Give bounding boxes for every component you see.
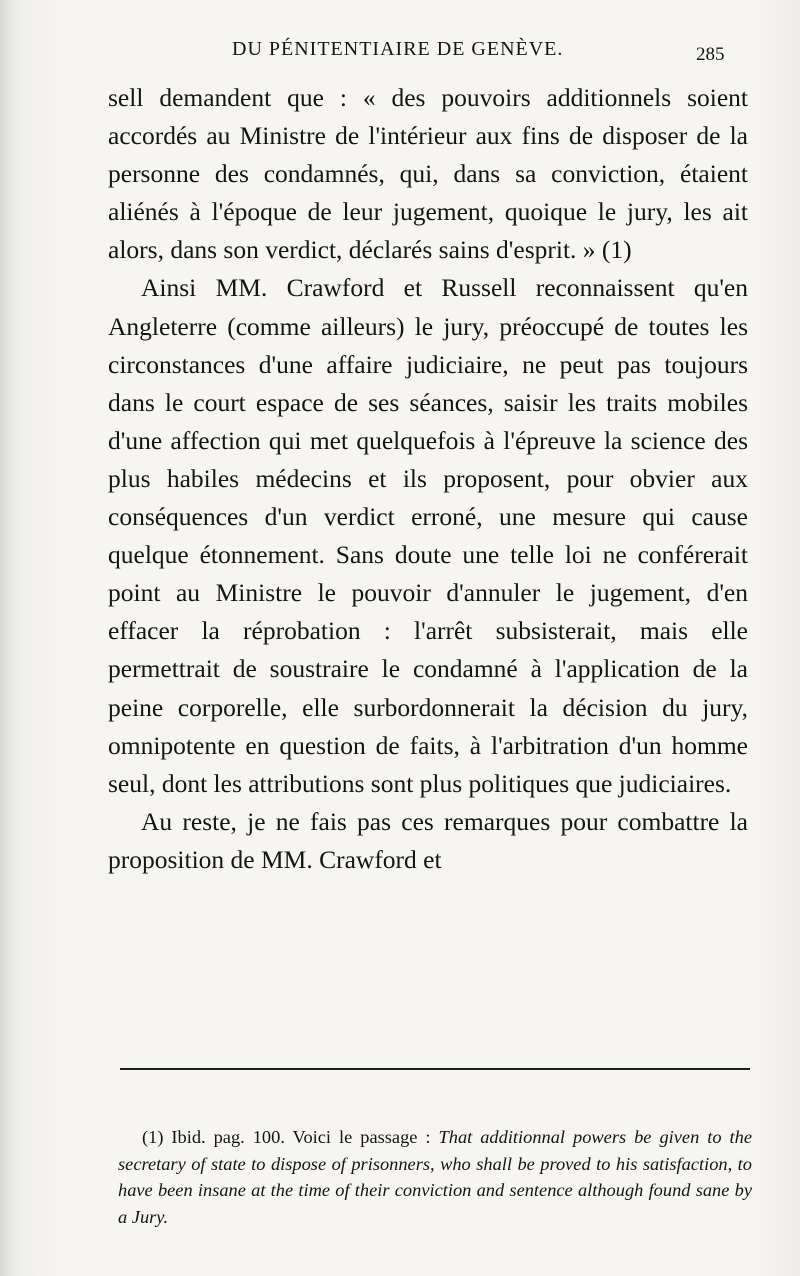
main-text bbox=[108, 79, 748, 879]
footnote-quote: That additionnal powers be given to the secretary of state to dispose of prisonners, who shall be proved to his satisfaction, to have been insane at the time of their conviction and sentence although found sane by a Jury. bbox=[118, 1127, 752, 1227]
running-head: DU PÉNITENTIAIRE DE GENÈVE. bbox=[232, 38, 564, 60]
paragraph: Ainsi MM. Crawford et Russell reconnaissent qu'en Angleterre (comme ailleurs) le jury, préoccupé de toutes les circonstances d'une affaire judiciaire, ne peut pas toujours dans le court espace de ses séances, saisir les traits mobiles d'une affection qui met quelquefois à l'épreuve la science des plus habiles médecins et ils proposent, pour obvier aux conséquences d'un verdict erroné, une mesure qui cause quelque étonnement. Sans doute une telle loi ne conférerait point au Ministre le pouvoir d'annuler le jugement, d'en effacer la réprobation : l'arrêt subsisterait, mais elle permettrait de soustraire le condamné à l'application de la peine corporelle, elle surbordonnerait la décision du jury, omnipotente en question de faits, à l'arbitration d'un homme seul, dont les attributions sont plus politiques que judiciaires. bbox=[108, 273, 748, 798]
footnote bbox=[118, 1124, 752, 1230]
footnote-lead: (1) Ibid. pag. 100. Voici le passage : bbox=[142, 1127, 431, 1147]
page-number: 285 bbox=[696, 44, 725, 65]
paragraph: Au reste, je ne fais pas ces remarques pour combattre la proposition de MM. Crawford et bbox=[108, 806, 748, 874]
paragraph-continuation: sell demandent que : « des pouvoirs additionnels soient accordés au Ministre de l'intérieur aux fins de disposer de la personne des condamnés, qui, dans sa conviction, étaient aliénés à l'époque de leur jugement, quoique le jury, les ait alors, dans son verdict, déclarés sains d'esprit. » (1) bbox=[108, 83, 748, 265]
footnote-divider bbox=[120, 1068, 750, 1070]
page-header bbox=[0, 36, 800, 76]
